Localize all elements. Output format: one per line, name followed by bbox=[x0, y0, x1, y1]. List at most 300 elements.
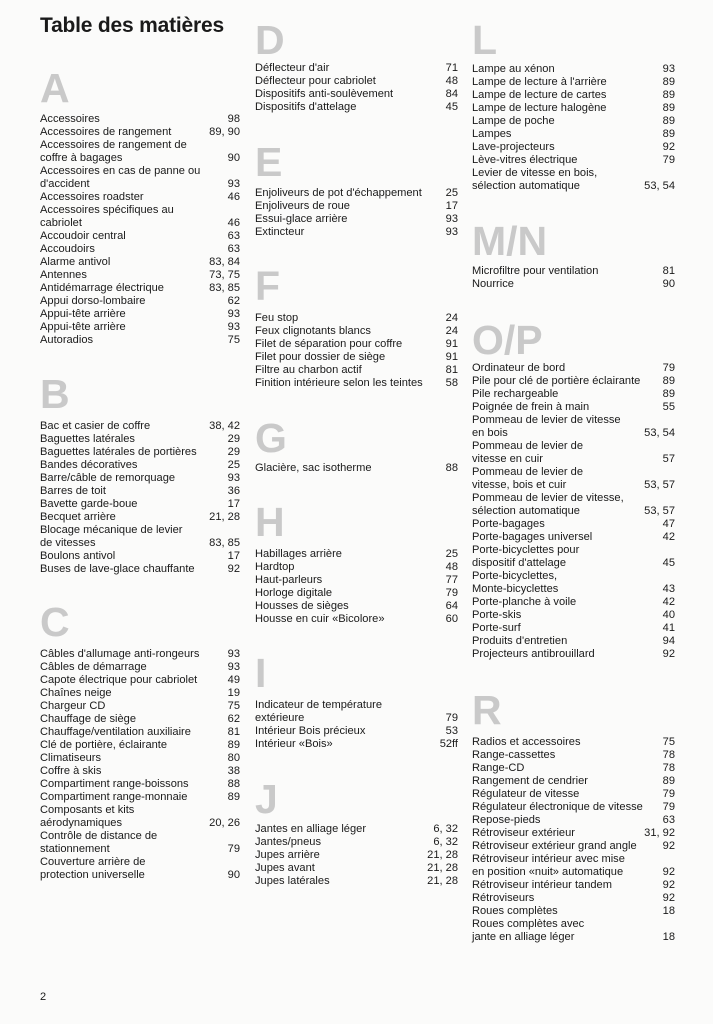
index-entry bbox=[255, 312, 458, 325]
entry-term: Jupes arrière bbox=[255, 849, 320, 861]
entry-term: Accessoires spécifiques au bbox=[40, 204, 174, 216]
index-entry bbox=[472, 479, 675, 492]
entry-page-ref: 88 bbox=[445, 462, 458, 474]
index-entry bbox=[40, 563, 240, 576]
entry-page-ref: 46 bbox=[227, 191, 240, 203]
entry-term: Rangement de cendrier bbox=[472, 775, 588, 787]
entry-page-ref: 62 bbox=[227, 713, 240, 725]
entry-term: Dispositifs d'attelage bbox=[255, 101, 357, 113]
index-entry bbox=[40, 498, 240, 511]
entry-page-ref: 94 bbox=[662, 635, 675, 647]
index-entry bbox=[472, 102, 675, 115]
entry-page-ref: 92 bbox=[662, 840, 675, 852]
index-entry bbox=[255, 862, 458, 875]
entry-term: Appui-tête arrière bbox=[40, 321, 126, 333]
entry-page-ref: 92 bbox=[662, 879, 675, 891]
section-letter: J bbox=[255, 776, 278, 822]
entry-page-ref: 79 bbox=[662, 362, 675, 374]
index-entry bbox=[40, 648, 240, 661]
entry-term: Boulons antivol bbox=[40, 550, 116, 562]
index-entry bbox=[255, 101, 458, 114]
entry-page-ref: 89 bbox=[662, 128, 675, 140]
index-entry bbox=[40, 321, 240, 334]
index-entry bbox=[472, 440, 675, 453]
entry-term: Lampe de lecture de cartes bbox=[472, 89, 607, 101]
entry-page-ref: 71 bbox=[445, 62, 458, 74]
entry-term: Porte-bagages universel bbox=[472, 531, 593, 543]
entry-term: Hardtop bbox=[255, 561, 295, 573]
entry-page-ref: 89 bbox=[227, 791, 240, 803]
index-entry bbox=[255, 600, 458, 613]
entry-term: Porte-bagages bbox=[472, 518, 545, 530]
entry-term: Enjoliveurs de pot d'échappement bbox=[255, 187, 422, 199]
entry-term: Lampe de lecture à l'arrière bbox=[472, 76, 607, 88]
entry-page-ref: 89 bbox=[662, 375, 675, 387]
index-entry bbox=[472, 453, 675, 466]
entry-page-ref: 92 bbox=[662, 648, 675, 660]
index-entry bbox=[472, 505, 675, 518]
section-letter: B bbox=[40, 371, 70, 417]
entry-term: Radios et accessoires bbox=[472, 736, 581, 748]
index-entry bbox=[40, 791, 240, 804]
entry-page-ref: 45 bbox=[662, 557, 675, 569]
entry-page-ref: 17 bbox=[445, 200, 458, 212]
entry-page-ref: 93 bbox=[227, 178, 240, 190]
entry-page-ref: 48 bbox=[445, 75, 458, 87]
entry-term: Lampe de lecture halogène bbox=[472, 102, 607, 114]
section-entries bbox=[255, 462, 458, 475]
entry-term: Rétroviseur extérieur grand angle bbox=[472, 840, 637, 852]
entry-page-ref: 42 bbox=[662, 531, 675, 543]
entry-term: Jupes avant bbox=[255, 862, 315, 874]
entry-page-ref: 29 bbox=[227, 446, 240, 458]
index-entry bbox=[40, 334, 240, 347]
entry-term: en position «nuit» automatique bbox=[472, 866, 624, 878]
entry-page-ref: 98 bbox=[227, 113, 240, 125]
entry-page-ref: 21, 28 bbox=[427, 849, 458, 861]
entry-term: Poignée de frein à main bbox=[472, 401, 590, 413]
index-entry bbox=[40, 765, 240, 778]
entry-page-ref: 53, 54 bbox=[644, 427, 675, 439]
index-entry bbox=[40, 869, 240, 882]
entry-term: Accessoires bbox=[40, 113, 100, 125]
page-number: 2 bbox=[40, 991, 47, 1003]
entry-term: Housses de sièges bbox=[255, 600, 349, 612]
entry-term: coffre à bagages bbox=[40, 152, 123, 164]
entry-term: Chauffage de siège bbox=[40, 713, 137, 725]
index-entry bbox=[40, 485, 240, 498]
index-entry bbox=[472, 544, 675, 557]
entry-term: Câbles d'allumage anti-rongeurs bbox=[40, 648, 200, 660]
entry-term: Baguettes latérales de portières bbox=[40, 446, 197, 458]
entry-term: Lève-vitres électrique bbox=[472, 154, 578, 166]
index-entry bbox=[472, 154, 675, 167]
entry-page-ref: 73, 75 bbox=[209, 269, 240, 281]
entry-page-ref: 80 bbox=[227, 752, 240, 764]
entry-page-ref: 78 bbox=[662, 762, 675, 774]
section-entries bbox=[472, 736, 675, 944]
index-entry bbox=[40, 726, 240, 739]
section-entries bbox=[472, 63, 675, 193]
index-entry bbox=[255, 561, 458, 574]
entry-term: Rétroviseur intérieur avec mise bbox=[472, 853, 625, 865]
entry-term: Produits d'entretien bbox=[472, 635, 568, 647]
entry-page-ref: 92 bbox=[662, 866, 675, 878]
entry-term: Accoudoirs bbox=[40, 243, 95, 255]
entry-page-ref: 58 bbox=[445, 377, 458, 389]
index-entry bbox=[40, 113, 240, 126]
index-entry bbox=[255, 613, 458, 626]
entry-term: Filet pour dossier de siège bbox=[255, 351, 386, 363]
entry-page-ref: 93 bbox=[445, 226, 458, 238]
section-entries bbox=[255, 699, 458, 751]
index-entry bbox=[472, 931, 675, 944]
section-letter: A bbox=[40, 65, 70, 111]
entry-term: Baguettes latérales bbox=[40, 433, 135, 445]
entry-term: Feu stop bbox=[255, 312, 299, 324]
section-letter: R bbox=[472, 687, 502, 733]
entry-page-ref: 89, 90 bbox=[209, 126, 240, 138]
entry-page-ref: 60 bbox=[445, 613, 458, 625]
index-entry bbox=[255, 462, 458, 475]
entry-term: Lampe au xénon bbox=[472, 63, 555, 75]
index-entry bbox=[472, 609, 675, 622]
index-entry bbox=[255, 338, 458, 351]
entry-page-ref: 17 bbox=[227, 550, 240, 562]
entry-term: Horloge digitale bbox=[255, 587, 333, 599]
index-entry bbox=[255, 187, 458, 200]
entry-term: Couverture arrière de bbox=[40, 856, 146, 868]
entry-page-ref: 48 bbox=[445, 561, 458, 573]
index-entry bbox=[40, 433, 240, 446]
entry-page-ref: 42 bbox=[662, 596, 675, 608]
entry-term: Jantes en alliage léger bbox=[255, 823, 367, 835]
entry-page-ref: 84 bbox=[445, 88, 458, 100]
entry-term: Régulateur électronique de vitesse bbox=[472, 801, 643, 813]
entry-term: Projecteurs antibrouillard bbox=[472, 648, 595, 660]
entry-page-ref: 92 bbox=[662, 141, 675, 153]
entry-term: Porte-bicyclettes pour bbox=[472, 544, 580, 556]
index-entry bbox=[472, 180, 675, 193]
entry-page-ref: 79 bbox=[662, 154, 675, 166]
index-entry bbox=[472, 63, 675, 76]
entry-term: Glacière, sac isotherme bbox=[255, 462, 372, 474]
section-entries bbox=[40, 648, 240, 882]
entry-page-ref: 93 bbox=[227, 472, 240, 484]
entry-term: Chauffage/ventilation auxiliaire bbox=[40, 726, 191, 738]
entry-page-ref: 52ff bbox=[439, 738, 458, 750]
entry-term: Porte-bicyclettes, bbox=[472, 570, 558, 582]
entry-term: d'accident bbox=[40, 178, 90, 190]
entry-page-ref: 24 bbox=[445, 312, 458, 324]
entry-term: Porte-surf bbox=[472, 622, 521, 634]
index-entry bbox=[40, 178, 240, 191]
index-entry bbox=[255, 75, 458, 88]
index-entry bbox=[472, 853, 675, 866]
entry-page-ref: 43 bbox=[662, 583, 675, 595]
entry-term: Régulateur de vitesse bbox=[472, 788, 580, 800]
entry-term: jante en alliage léger bbox=[472, 931, 575, 943]
entry-page-ref: 93 bbox=[227, 321, 240, 333]
index-entry bbox=[255, 213, 458, 226]
entry-page-ref: 81 bbox=[662, 265, 675, 277]
entry-term: stationnement bbox=[40, 843, 110, 855]
index-entry bbox=[472, 128, 675, 141]
entry-page-ref: 75 bbox=[662, 736, 675, 748]
index-entry bbox=[472, 814, 675, 827]
entry-term: dispositif d'attelage bbox=[472, 557, 567, 569]
index-entry bbox=[472, 518, 675, 531]
entry-term: Accessoires de rangement bbox=[40, 126, 172, 138]
entry-term: Habillages arrière bbox=[255, 548, 342, 560]
index-entry bbox=[255, 574, 458, 587]
index-entry bbox=[472, 762, 675, 775]
entry-page-ref: 38, 42 bbox=[209, 420, 240, 432]
entry-term: Enjoliveurs de roue bbox=[255, 200, 350, 212]
entry-term: Housse en cuir «Bicolore» bbox=[255, 613, 385, 625]
entry-page-ref: 29 bbox=[227, 433, 240, 445]
entry-term: Lampe de poche bbox=[472, 115, 555, 127]
entry-page-ref: 83, 85 bbox=[209, 537, 240, 549]
index-entry bbox=[472, 648, 675, 661]
section-entries bbox=[255, 62, 458, 114]
index-entry bbox=[40, 191, 240, 204]
index-entry bbox=[40, 661, 240, 674]
entry-term: Repose-pieds bbox=[472, 814, 541, 826]
entry-page-ref: 89 bbox=[662, 388, 675, 400]
section-letter: F bbox=[255, 263, 281, 309]
entry-page-ref: 64 bbox=[445, 600, 458, 612]
entry-page-ref: 21, 28 bbox=[209, 511, 240, 523]
index-entry bbox=[40, 446, 240, 459]
index-entry bbox=[255, 200, 458, 213]
index-entry bbox=[40, 817, 240, 830]
index-entry bbox=[472, 801, 675, 814]
entry-term: Chaînes neige bbox=[40, 687, 112, 699]
entry-term: Clé de portière, éclairante bbox=[40, 739, 168, 751]
index-entry bbox=[472, 89, 675, 102]
entry-page-ref: 93 bbox=[227, 308, 240, 320]
entry-term: Lampes bbox=[472, 128, 512, 140]
entry-term: Finition intérieure selon les teintes bbox=[255, 377, 423, 389]
entry-term: en bois bbox=[472, 427, 508, 439]
entry-term: sélection automatique bbox=[472, 180, 580, 192]
index-entry bbox=[40, 843, 240, 856]
entry-term: Becquet arrière bbox=[40, 511, 116, 523]
entry-term: vitesse en cuir bbox=[472, 453, 543, 465]
entry-term: Accessoires en cas de panne ou bbox=[40, 165, 201, 177]
index-entry bbox=[472, 635, 675, 648]
entry-term: protection universelle bbox=[40, 869, 145, 881]
index-entry bbox=[40, 804, 240, 817]
index-entry bbox=[40, 856, 240, 869]
entry-term: Porte-skis bbox=[472, 609, 522, 621]
index-entry bbox=[472, 141, 675, 154]
entry-page-ref: 89 bbox=[662, 76, 675, 88]
entry-term: Pile rechargeable bbox=[472, 388, 559, 400]
entry-page-ref: 63 bbox=[227, 243, 240, 255]
entry-term: Intérieur Bois précieux bbox=[255, 725, 366, 737]
entry-term: Dispositifs anti-soulèvement bbox=[255, 88, 394, 100]
section-letter: E bbox=[255, 139, 283, 185]
index-entry bbox=[472, 827, 675, 840]
index-entry bbox=[255, 325, 458, 338]
index-entry bbox=[40, 537, 240, 550]
index-entry bbox=[472, 866, 675, 879]
index-entry bbox=[472, 167, 675, 180]
entry-page-ref: 21, 28 bbox=[427, 862, 458, 874]
index-entry bbox=[472, 788, 675, 801]
entry-term: Haut-parleurs bbox=[255, 574, 323, 586]
index-entry bbox=[40, 700, 240, 713]
index-entry bbox=[40, 243, 240, 256]
entry-page-ref: 79 bbox=[227, 843, 240, 855]
section-letter: O/P bbox=[472, 317, 543, 363]
section-letter: M/N bbox=[472, 218, 548, 264]
entry-page-ref: 40 bbox=[662, 609, 675, 621]
index-entry bbox=[40, 282, 240, 295]
entry-term: Appui-tête arrière bbox=[40, 308, 126, 320]
entry-page-ref: 55 bbox=[662, 401, 675, 413]
index-entry bbox=[472, 401, 675, 414]
entry-term: Coffre à skis bbox=[40, 765, 102, 777]
entry-page-ref: 53, 54 bbox=[644, 180, 675, 192]
entry-page-ref: 25 bbox=[445, 548, 458, 560]
entry-page-ref: 79 bbox=[662, 788, 675, 800]
entry-page-ref: 53, 57 bbox=[644, 505, 675, 517]
entry-term: Essui-glace arrière bbox=[255, 213, 348, 225]
entry-page-ref: 89 bbox=[227, 739, 240, 751]
index-entry bbox=[472, 531, 675, 544]
entry-term: Chargeur CD bbox=[40, 700, 106, 712]
index-entry bbox=[472, 115, 675, 128]
entry-page-ref: 91 bbox=[445, 338, 458, 350]
entry-page-ref: 90 bbox=[227, 152, 240, 164]
section-letter: D bbox=[255, 17, 285, 63]
index-entry bbox=[255, 364, 458, 377]
index-entry bbox=[472, 905, 675, 918]
index-entry bbox=[255, 738, 458, 751]
index-entry bbox=[472, 362, 675, 375]
entry-page-ref: 91 bbox=[445, 351, 458, 363]
entry-page-ref: 81 bbox=[445, 364, 458, 376]
entry-page-ref: 93 bbox=[445, 213, 458, 225]
entry-page-ref: 53, 57 bbox=[644, 479, 675, 491]
index-entry bbox=[472, 879, 675, 892]
entry-term: Range-CD bbox=[472, 762, 525, 774]
entry-term: Barres de toit bbox=[40, 485, 106, 497]
entry-page-ref: 63 bbox=[662, 814, 675, 826]
entry-page-ref: 63 bbox=[227, 230, 240, 242]
index-entry bbox=[255, 351, 458, 364]
index-entry bbox=[40, 752, 240, 765]
index-entry bbox=[472, 278, 675, 291]
index-entry bbox=[40, 524, 240, 537]
index-entry bbox=[40, 308, 240, 321]
index-entry bbox=[40, 459, 240, 472]
entry-term: Lave-projecteurs bbox=[472, 141, 555, 153]
entry-page-ref: 89 bbox=[662, 102, 675, 114]
entry-page-ref: 53 bbox=[445, 725, 458, 737]
section-entries bbox=[255, 187, 458, 239]
entry-page-ref: 92 bbox=[662, 892, 675, 904]
entry-term: Blocage mécanique de levier bbox=[40, 524, 183, 536]
entry-term: Antennes bbox=[40, 269, 87, 281]
entry-term: Accoudoir central bbox=[40, 230, 126, 242]
entry-page-ref: 81 bbox=[227, 726, 240, 738]
entry-page-ref: 75 bbox=[227, 700, 240, 712]
entry-page-ref: 93 bbox=[227, 661, 240, 673]
entry-term: Intérieur «Bois» bbox=[255, 738, 333, 750]
index-entry bbox=[40, 126, 240, 139]
index-entry bbox=[255, 548, 458, 561]
entry-page-ref: 57 bbox=[662, 453, 675, 465]
entry-page-ref: 19 bbox=[227, 687, 240, 699]
index-entry bbox=[40, 269, 240, 282]
entry-term: Monte-bicyclettes bbox=[472, 583, 559, 595]
entry-term: Rétroviseur extérieur bbox=[472, 827, 575, 839]
index-entry bbox=[472, 466, 675, 479]
entry-page-ref: 21, 28 bbox=[427, 875, 458, 887]
entry-page-ref: 83, 85 bbox=[209, 282, 240, 294]
entry-page-ref: 46 bbox=[227, 217, 240, 229]
entry-page-ref: 78 bbox=[662, 749, 675, 761]
index-entry bbox=[40, 674, 240, 687]
entry-page-ref: 6, 32 bbox=[433, 836, 458, 848]
index-entry bbox=[40, 472, 240, 485]
entry-page-ref: 89 bbox=[662, 115, 675, 127]
index-entry bbox=[472, 414, 675, 427]
entry-page-ref: 79 bbox=[445, 712, 458, 724]
index-entry bbox=[472, 76, 675, 89]
section-entries bbox=[255, 548, 458, 626]
entry-page-ref: 77 bbox=[445, 574, 458, 586]
index-entry bbox=[472, 427, 675, 440]
entry-term: Pommeau de levier de bbox=[472, 466, 583, 478]
entry-term: Antidémarrage électrique bbox=[40, 282, 164, 294]
entry-term: vitesse, bois et cuir bbox=[472, 479, 567, 491]
entry-page-ref: 83, 84 bbox=[209, 256, 240, 268]
entry-term: de vitesses bbox=[40, 537, 96, 549]
index-entry bbox=[255, 699, 458, 712]
entry-term: Contrôle de distance de bbox=[40, 830, 158, 842]
entry-term: sélection automatique bbox=[472, 505, 580, 517]
index-entry bbox=[255, 377, 458, 390]
index-entry bbox=[472, 375, 675, 388]
entry-term: aérodynamiques bbox=[40, 817, 123, 829]
entry-term: Rétroviseur intérieur tandem bbox=[472, 879, 612, 891]
entry-term: Pile pour clé de portière éclairante bbox=[472, 375, 641, 387]
entry-page-ref: 41 bbox=[662, 622, 675, 634]
index-entry bbox=[472, 622, 675, 635]
entry-term: Câbles de démarrage bbox=[40, 661, 147, 673]
entry-term: Capote électrique pour cabriolet bbox=[40, 674, 198, 686]
entry-page-ref: 90 bbox=[227, 869, 240, 881]
section-entries bbox=[255, 312, 458, 390]
section-entries bbox=[40, 113, 240, 347]
entry-term: Bandes décoratives bbox=[40, 459, 138, 471]
entry-page-ref: 92 bbox=[227, 563, 240, 575]
entry-page-ref: 79 bbox=[662, 801, 675, 813]
index-entry bbox=[472, 736, 675, 749]
index-entry bbox=[472, 570, 675, 583]
entry-page-ref: 88 bbox=[227, 778, 240, 790]
entry-term: Compartiment range-boissons bbox=[40, 778, 189, 790]
entry-page-ref: 18 bbox=[662, 905, 675, 917]
entry-term: Accessoires de rangement de bbox=[40, 139, 187, 151]
index-entry bbox=[40, 713, 240, 726]
entry-term: Climatiseurs bbox=[40, 752, 102, 764]
